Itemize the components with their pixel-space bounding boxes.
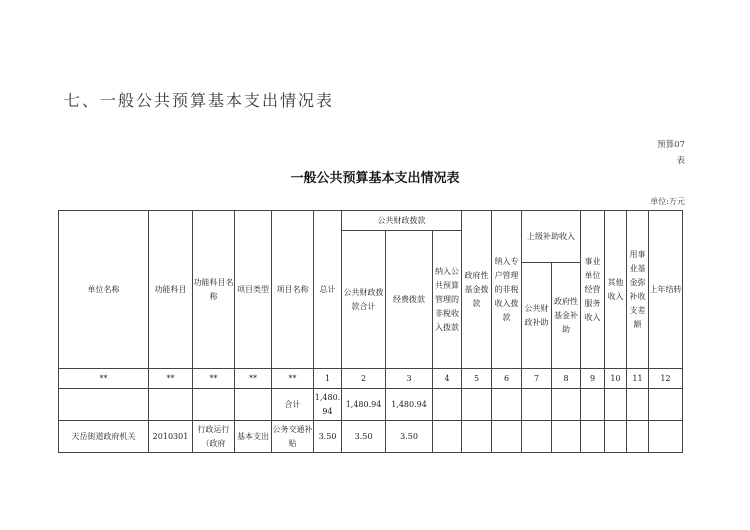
total-pf-funds: 1,480.94 [386, 389, 433, 421]
header-fund-balance: 用事业基金弥补收支差额 [627, 211, 649, 369]
total-value: 1,480.94 [314, 389, 342, 421]
index-cell: 8 [552, 369, 581, 389]
index-cell: 6 [492, 369, 522, 389]
index-row [59, 369, 683, 389]
header-item-type: 项目类型 [235, 211, 272, 369]
index-cell: 4 [433, 369, 462, 389]
row-pf-funds: 3.50 [386, 421, 433, 453]
row-item-name: 公务交通补贴 [272, 421, 314, 453]
total-row [59, 389, 683, 421]
index-cell: 9 [581, 369, 605, 389]
header-row-1 [59, 211, 683, 231]
index-cell: 10 [605, 369, 627, 389]
header-pf-funds: 经费拨款 [386, 231, 433, 369]
header-upper-subsidy: 上级补助收入 [522, 211, 581, 263]
row-func-code: 2010301 [149, 421, 193, 453]
header-item-name: 项目名称 [272, 211, 314, 369]
header-func-subject: 功能科目 [149, 211, 193, 369]
header-other-income: 其他收入 [605, 211, 627, 369]
total-pf-total: 1,480.94 [342, 389, 386, 421]
header-gov-fund: 政府性基金拨款 [462, 211, 492, 369]
index-cell: ** [59, 369, 149, 389]
index-cell: ** [149, 369, 193, 389]
index-cell: ** [272, 369, 314, 389]
header-func-subject-name: 功能科目名称 [193, 211, 235, 369]
row-unit-name: 天岳街道政府机关 [59, 421, 149, 453]
header-total: 总计 [314, 211, 342, 369]
header-special-nontax: 纳入专户管理的非税收入拨款 [492, 211, 522, 369]
index-cell: 3 [386, 369, 433, 389]
header-pf-total: 公共财政拨款合计 [342, 231, 386, 369]
row-pf-total: 3.50 [342, 421, 386, 453]
header-public-finance: 公共财政拨款 [342, 211, 462, 231]
index-cell: 12 [649, 369, 683, 389]
index-cell: ** [235, 369, 272, 389]
total-label: 合计 [272, 389, 314, 421]
index-cell: 2 [342, 369, 386, 389]
table-title: 一般公共预算基本支出情况表 [290, 171, 460, 186]
header-pf-nontax: 纳入公共预算管理的非税收入拨款 [433, 231, 462, 369]
budget-table [58, 210, 683, 453]
table-row [59, 421, 683, 453]
header-us-fund: 政府性基金补助 [552, 263, 581, 369]
header-carryover: 上年结转 [649, 211, 683, 369]
row-total: 3.50 [314, 421, 342, 453]
form-code: 预算07表 [657, 140, 685, 166]
header-business-income: 事业单位经营服务收入 [581, 211, 605, 369]
index-cell: ** [193, 369, 235, 389]
section-title: 七、一般公共预算基本支出情况表 [64, 91, 335, 110]
row-item-type: 基本支出 [235, 421, 272, 453]
index-cell: 5 [462, 369, 492, 389]
header-us-public: 公共财政补助 [522, 263, 552, 369]
index-cell: 7 [522, 369, 552, 389]
unit-label: 单位:万元 [650, 197, 685, 206]
header-unit-name: 单位名称 [59, 211, 149, 369]
index-cell: 1 [314, 369, 342, 389]
row-func-name: 行政运行（政府 [193, 421, 235, 453]
index-cell: 11 [627, 369, 649, 389]
